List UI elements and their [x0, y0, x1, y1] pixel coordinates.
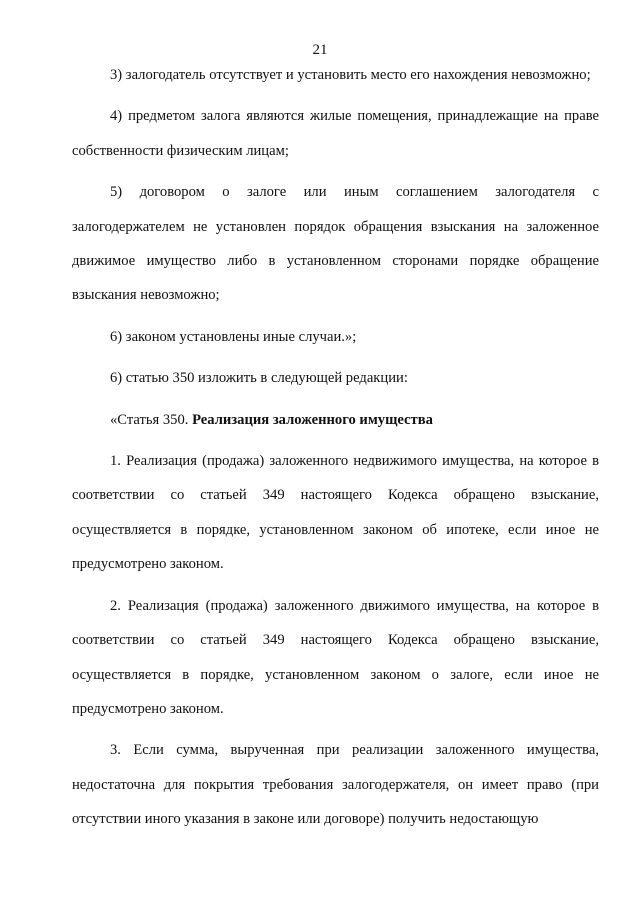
- article-clause-2: 2. Реализация (продажа) заложенного движимого имущества, на которое в соответствии со статьей 349 настоящего Кодекса обращено взыскание, осуществляется в порядке, установленном законом о залоге, если иное не предусмотрено законом.: [72, 597, 599, 717]
- document-body: [72, 58, 599, 844]
- page-number: 21: [312, 42, 328, 58]
- paragraph-amendment-intro: 6) статью 350 изложить в следующей редакции:: [110, 370, 408, 387]
- article-heading-prefix: «Статья 350.: [110, 411, 193, 428]
- article-heading-title: Реализация заложенного имущества: [192, 411, 433, 428]
- paragraph-item-3: 3) залогодатель отсутствует и установить место его нахождения невозможно;: [110, 67, 591, 83]
- article-clause-1: 1. Реализация (продажа) заложенного недвижимого имущества, на которое в соответствии со статьей 349 настоящего Кодекса обращено взыскание, осуществляется в порядке, установленном законом об ипотеке, если иное не предусмотрено законом.: [72, 453, 599, 573]
- paragraph-item-6: 6) законом установлены иные случаи.»;: [110, 328, 357, 345]
- article-clause-3: 3. Если сумма, вырученная при реализации заложенного имущества, недостаточна для покрытия требования залогодержателя, он имеет право (при отсутствии иного указания в законе или договоре) получить недостающую: [72, 742, 599, 828]
- paragraph-item-5: 5) договором о залоге или иным соглашением залогодателя с залогодержателем не установлен порядок обращения взыскания на заложенное движимое имущество либо в установленном сторонами порядке обращение взыскания невозможно;: [72, 184, 599, 304]
- article-heading: [72, 403, 599, 437]
- paragraph-item-4: 4) предметом залога являются жилые помещения, принадлежащие на праве собственности физическим лицам;: [72, 108, 599, 159]
